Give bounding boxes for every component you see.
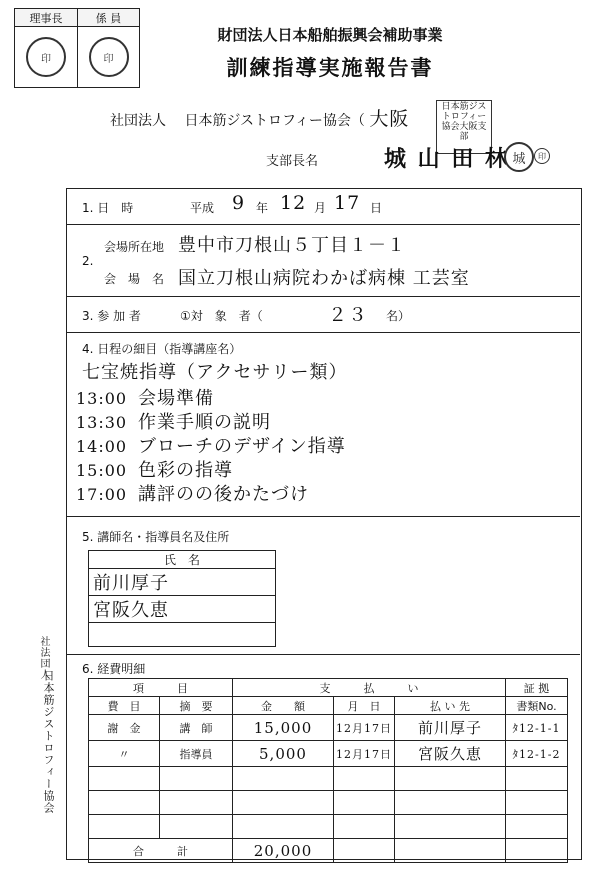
staff-seal: 印 — [89, 37, 129, 77]
expense-table — [88, 678, 568, 863]
instructors-label: 5. 講師名・指導員名及住所 — [82, 530, 230, 544]
stamp-col-staff: 係 員 — [78, 9, 140, 27]
date-label: 1. 日 時 — [82, 201, 134, 215]
expense-col-amount: 金 額 — [233, 697, 334, 715]
instructor-col-name: 氏 名 — [89, 551, 276, 569]
date-month: 12 — [280, 192, 307, 214]
target-label: ①対 象 者（ — [180, 309, 263, 323]
branch-head-seal: 城 — [504, 142, 534, 172]
schedule-list — [76, 384, 346, 504]
venue-address: 豊中市刀根山５丁目１－１ — [178, 235, 406, 256]
year-unit: 年 — [256, 201, 269, 215]
schedule-item: 17:00 講評のの後かたづけ — [76, 484, 309, 505]
month-unit: 月 — [314, 201, 327, 215]
date-day: 17 — [334, 192, 361, 214]
branch-head-label: 支部長名 — [266, 154, 319, 169]
expense-total-row — [89, 839, 568, 863]
date-year: 9 — [232, 192, 246, 214]
table-row: 謝 金 講 師 15,000 12月17日 前川厚子 ﾀ12-1-1 — [89, 715, 568, 741]
table-row-empty — [89, 767, 568, 791]
table-row: 〃 指導員 5,000 12月17日 宮阪久恵 ﾀ12-1-2 — [89, 741, 568, 767]
participants-label: 3. 参 加 者 — [82, 309, 141, 323]
table-row-empty — [89, 791, 568, 815]
day-unit: 日 — [370, 201, 383, 215]
page-title: 訓練指導実施報告書 — [226, 56, 434, 80]
branch-head-name: 城 山 田 林 — [384, 146, 509, 172]
instructor-name: 宮阪久恵 — [89, 596, 276, 623]
section-3-participants — [66, 296, 580, 333]
instructor-name: 前川厚子 — [89, 569, 276, 596]
section-4-schedule — [66, 332, 580, 517]
count-unit: 名） — [386, 309, 411, 323]
expense-total-label: 合 計 — [89, 839, 233, 863]
section-2-venue — [66, 224, 580, 297]
schedule-item: 15:00 色彩の指導 — [76, 460, 233, 481]
branch-name: 大阪 — [369, 108, 410, 130]
course-name: 七宝焼指導（アクセサリー類） — [82, 362, 348, 383]
schedule-label: 4. 日程の細目（指導講座名） — [82, 342, 242, 356]
expense-head-item: 項 目 — [89, 679, 233, 697]
expense-head-pay: 支 払 い — [233, 679, 506, 697]
section-5-instructors — [66, 516, 580, 655]
schedule-item: 14:00 ブローチのデザイン指導 — [76, 436, 346, 457]
expense-col-date: 月 日 — [334, 697, 395, 715]
schedule-item: 13:30 作業手順の説明 — [76, 412, 271, 433]
section-1-date — [66, 188, 580, 225]
expenses-label: 6. 経費明細 — [82, 662, 146, 676]
org-name: 日本筋ジストロフィー協会（ — [184, 113, 365, 129]
org-prefix: 社団法人 — [110, 113, 166, 129]
instructor-table — [88, 550, 276, 647]
header-subsidy-line: 財団法人日本船舶振興会補助事業 — [217, 26, 443, 44]
branch-seal: 日本筋ジストロフィー協会大阪支部 — [436, 100, 492, 154]
expense-total-amount: 20,000 — [233, 839, 334, 863]
participant-count: ２３ — [328, 304, 369, 326]
venue-address-label: 会場所在地 — [104, 240, 165, 254]
schedule-item: 13:00 会場準備 — [76, 388, 214, 409]
org-line — [110, 104, 409, 131]
expense-col-cost: 費 目 — [89, 697, 160, 715]
director-seal: 印 — [26, 37, 66, 77]
venue-name: 国立刀根山病院わかば病棟 工芸室 — [178, 268, 470, 289]
side-org-type: 社法団人 — [38, 636, 49, 680]
maru-in-mark: 印 — [534, 148, 550, 164]
table-row-empty — [89, 815, 568, 839]
expense-col-docno: 書類No. — [506, 697, 568, 715]
instructor-empty-row — [89, 623, 276, 647]
expense-col-payee: 払 い 先 — [395, 697, 506, 715]
side-org-name: 日本筋ジストロフィー協会 — [42, 670, 55, 814]
expense-col-desc: 摘 要 — [160, 697, 233, 715]
era-label: 平成 — [190, 201, 215, 215]
expense-head-proof: 証 拠 — [506, 679, 568, 697]
venue-section-number: 2. — [82, 254, 94, 268]
stamp-col-director: 理事長 — [15, 9, 78, 27]
approval-stamp-box — [14, 8, 140, 88]
venue-name-label: 会 場 名 — [104, 272, 165, 286]
